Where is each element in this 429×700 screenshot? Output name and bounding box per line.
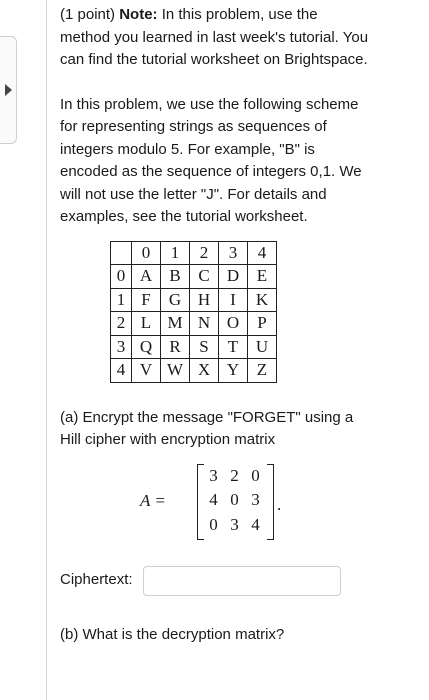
table-cell: X bbox=[190, 359, 219, 383]
col-header: 4 bbox=[248, 241, 277, 265]
matrix-row bbox=[203, 464, 267, 489]
col-header: 0 bbox=[132, 241, 161, 265]
note-label: Note: bbox=[119, 6, 158, 23]
table-cell: Q bbox=[132, 335, 161, 359]
table-cell: P bbox=[248, 312, 277, 336]
note-text: In this problem, use the method you learned in last week's tutorial. You can find the tutorial worksheet on Brightspace. bbox=[60, 6, 369, 68]
matrix-entry: 2 bbox=[230, 465, 239, 485]
matrix-row bbox=[203, 513, 267, 538]
matrix-entry: 0 bbox=[251, 465, 260, 485]
triangle-right-icon bbox=[5, 84, 12, 96]
col-header: 3 bbox=[219, 241, 248, 265]
table-cell: W bbox=[161, 359, 190, 383]
part-a-question: (a) Encrypt the message "FORGET" using a Hill cipher with encryption matrix bbox=[60, 408, 354, 448]
problem-content bbox=[60, 0, 370, 646]
points-label: (1 point) bbox=[60, 6, 116, 23]
table-cell: O bbox=[219, 312, 248, 336]
matrix-entry: 4 bbox=[251, 514, 260, 534]
table-row bbox=[111, 312, 277, 336]
matrix-entry: 4 bbox=[209, 490, 218, 509]
table-cell: H bbox=[190, 288, 219, 312]
table-cell: R bbox=[161, 335, 190, 359]
table-row bbox=[111, 288, 277, 312]
matrix-entry: 3 bbox=[209, 465, 218, 485]
table-cell: D bbox=[219, 265, 248, 289]
col-header: 2 bbox=[190, 241, 219, 265]
row-header: 3 bbox=[111, 335, 132, 359]
table-row bbox=[111, 359, 277, 383]
table-row bbox=[111, 265, 277, 289]
table-header-row bbox=[111, 241, 277, 265]
table-cell: K bbox=[248, 288, 277, 312]
matrix-lhs: A = bbox=[140, 490, 166, 510]
table-cell: N bbox=[190, 312, 219, 336]
ciphertext-row bbox=[60, 566, 370, 596]
table-cell: S bbox=[190, 335, 219, 359]
matrix-entry: 3 bbox=[230, 514, 239, 534]
right-bracket bbox=[267, 464, 274, 540]
table-cell: A bbox=[132, 265, 161, 289]
table-cell: Z bbox=[248, 359, 277, 383]
scheme-paragraph: In this problem, we use the following scheme for representing strings as sequences of integers modulo 5. For example, "B" is encoded as the sequence of integers 0,1. We will not use the letter "J". For details and examples, see the tutorial worksheet. bbox=[60, 95, 362, 225]
encryption-matrix bbox=[60, 460, 370, 546]
table-cell: U bbox=[248, 335, 277, 359]
table-cell: E bbox=[248, 265, 277, 289]
row-header: 4 bbox=[111, 359, 132, 383]
matrix-period: . bbox=[277, 494, 282, 514]
table-cell: F bbox=[132, 288, 161, 312]
collapse-tab[interactable] bbox=[0, 36, 17, 144]
table-cell: C bbox=[190, 265, 219, 289]
table-corner-cell bbox=[111, 241, 132, 265]
matrix-entry: 3 bbox=[251, 490, 260, 509]
table-cell: L bbox=[132, 312, 161, 336]
table-cell: M bbox=[161, 312, 190, 336]
table-row bbox=[111, 335, 277, 359]
row-header: 2 bbox=[111, 312, 132, 336]
col-header: 1 bbox=[161, 241, 190, 265]
ciphertext-label: Ciphertext: bbox=[60, 571, 133, 589]
matrix-entry: 0 bbox=[209, 514, 218, 534]
content-divider bbox=[46, 0, 47, 700]
table-cell: B bbox=[161, 265, 190, 289]
table-cell: T bbox=[219, 335, 248, 359]
row-header: 0 bbox=[111, 265, 132, 289]
intro-paragraph bbox=[60, 4, 370, 72]
row-header: 1 bbox=[111, 288, 132, 312]
encoding-table bbox=[110, 241, 277, 383]
table-cell: Y bbox=[219, 359, 248, 383]
matrix-grid bbox=[203, 464, 267, 538]
matrix-row bbox=[203, 488, 267, 513]
table-cell: V bbox=[132, 359, 161, 383]
ciphertext-input[interactable] bbox=[143, 566, 341, 596]
matrix-entry: 0 bbox=[230, 490, 239, 509]
table-cell: G bbox=[161, 288, 190, 312]
table-cell: I bbox=[219, 288, 248, 312]
part-b-question: (b) What is the decryption matrix? bbox=[60, 625, 285, 643]
